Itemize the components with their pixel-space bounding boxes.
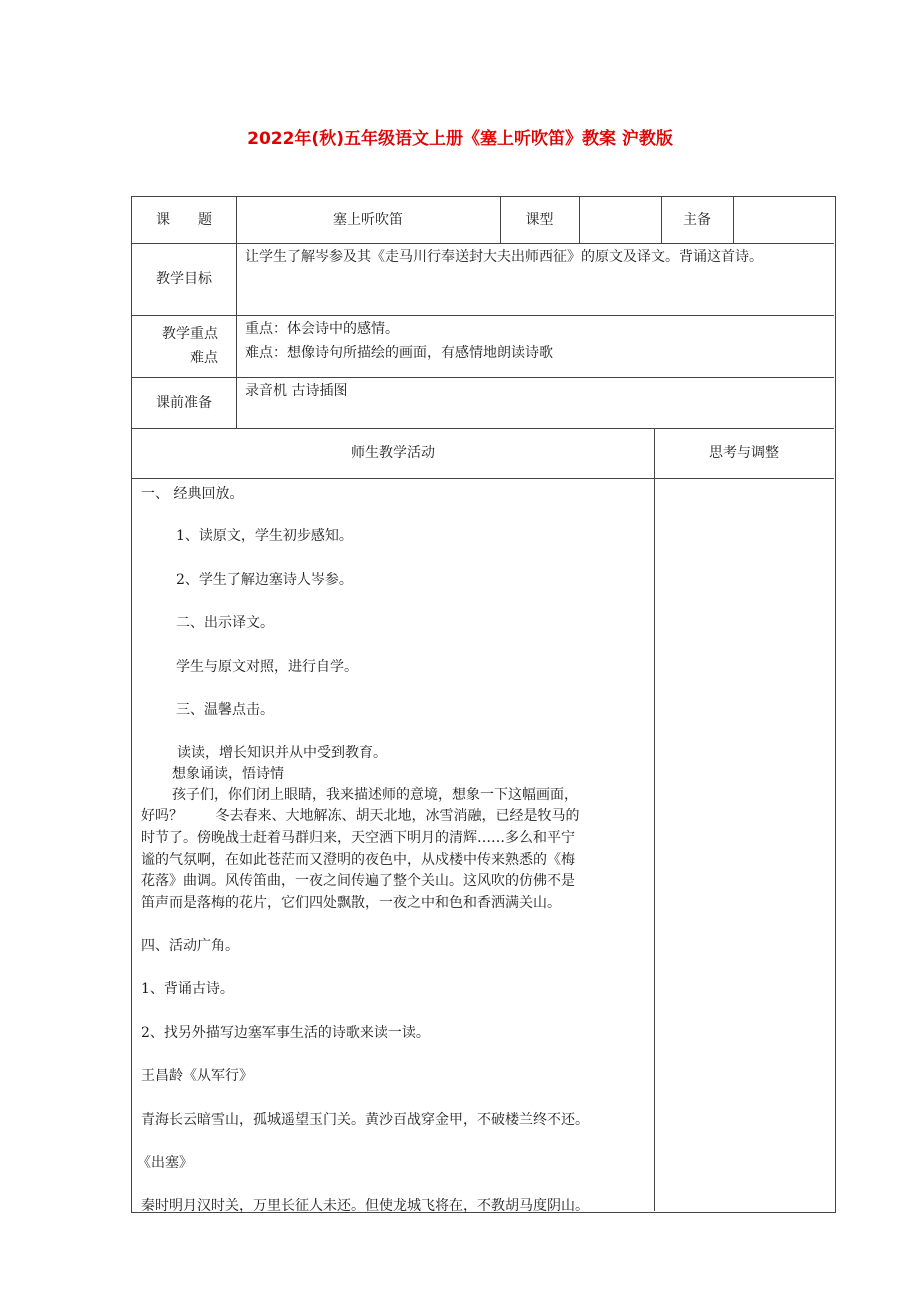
col-divider: [654, 428, 655, 1211]
activity-line: 1、背诵古诗。: [141, 981, 234, 997]
activity-line: 四、活动广角。: [141, 938, 239, 954]
row-divider: [132, 243, 834, 244]
paragraph-line: 笛声而是落梅的花片，它们四处飘散，一夜之中和色和香洒满关山。: [141, 895, 561, 911]
key-label-1: 教学重点: [162, 326, 218, 342]
activity-line: 想象诵读，悟诗情: [172, 766, 284, 782]
poem-text: 秦时明月汉时关，万里长征人未还。但使龙城飞将在，不教胡马度阴山。: [141, 1198, 589, 1214]
type-label: 课型: [525, 212, 554, 228]
key-point: 重点：体会诗中的感情。: [245, 321, 399, 337]
activity-line: 学生与原文对照，进行自学。: [176, 659, 358, 675]
topic-label: 课 题: [156, 212, 212, 228]
paragraph-line: 孩子们，你们闭上眼睛，我来描述师的意境，想象一下这幅画面，: [172, 787, 578, 803]
poem-text: 青海长云暗雪山，孤城遥望玉门关。黄沙百战穿金甲，不破楼兰终不还。: [141, 1112, 589, 1128]
document-title: 2022年(秋)五年级语文上册《塞上听吹笛》教案 沪教版: [247, 129, 673, 149]
prepared-label: 主备: [683, 212, 711, 228]
activity-line: 二、出示译文。: [176, 615, 274, 631]
goal-text: 让学生了解岑参及其《走马川行奉送封大夫出师西征》的原文及译文。背诵这首诗。: [245, 249, 763, 265]
activity-line: 2、找另外描写边塞军事生活的诗歌来读一读。: [141, 1025, 430, 1041]
type-value: [579, 197, 661, 243]
lesson-plan-table: [131, 196, 836, 1213]
key-label-2: 难点: [190, 350, 218, 366]
row-divider: [132, 478, 834, 479]
paragraph-line: 时节了。傍晚战士赶着马群归来，天空洒下明月的清辉……多么和平宁: [141, 830, 575, 846]
topic-value: 塞上听吹笛: [333, 212, 403, 228]
paragraph-line: 花落》曲调。风传笛曲，一夜之间传遍了整个关山。这风吹的仿佛不是: [141, 873, 575, 889]
row-divider: [132, 377, 834, 378]
poem-title: 《出塞》: [137, 1155, 193, 1171]
reflection-header: 思考与调整: [709, 445, 779, 461]
prep-text: 录音机 古诗插图: [245, 383, 348, 399]
goal-label: 教学目标: [156, 271, 212, 287]
activity-line: 三、温馨点击。: [176, 702, 274, 718]
activity-header: 师生教学活动: [351, 445, 435, 461]
paragraph-line: 好吗？ 冬去春来、大地解冻、胡天北地，冰雪消融，已经是牧马的: [141, 808, 580, 824]
activity-line: 一、 经典回放。: [141, 486, 244, 502]
poem-title: 王昌龄《从军行》: [141, 1068, 253, 1084]
paragraph-line: 谧的气氛啊，在如此苍茫而又澄明的夜色中，从戍楼中传来熟悉的《梅: [141, 852, 575, 868]
activity-line: 1、读原文，学生初步感知。: [176, 528, 353, 544]
prep-label: 课前准备: [156, 394, 212, 411]
activity-line: 2、学生了解边塞诗人岑参。: [176, 572, 353, 588]
difficult-point: 难点：想像诗句所描绘的画面，有感情地朗读诗歌: [245, 345, 553, 361]
prepared-value: [733, 197, 834, 243]
row-divider: [132, 315, 834, 316]
activity-line: 读读，增长知识并从中受到教育。: [177, 745, 387, 761]
